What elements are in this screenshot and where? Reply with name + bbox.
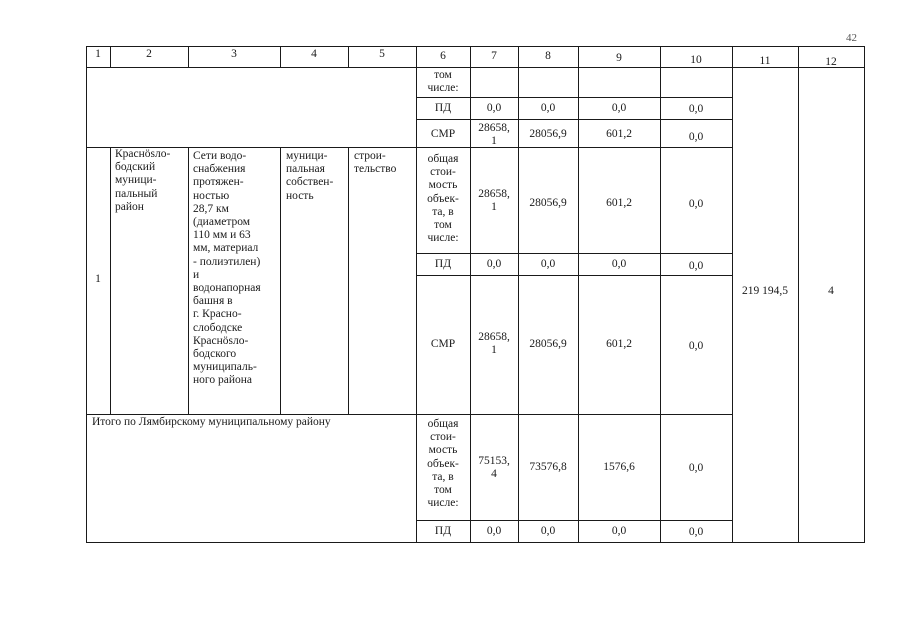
column-border [348, 147, 349, 415]
smr-col9: 601,2 [606, 128, 632, 140]
pd-col8: 0,0 [540, 102, 556, 114]
pd-col8: 0,0 [540, 258, 556, 270]
pd-col10: 0,0 [688, 260, 704, 272]
district-name: Краснösло- бодский муници- пальный район [115, 148, 171, 213]
col12-value: 4 [828, 285, 834, 297]
header-cell: 2 [146, 48, 152, 60]
pd-col7: 0,0 [486, 525, 502, 537]
pd-col10: 0,0 [688, 103, 704, 115]
total-label: Итого по Лямбирскому муниципальному району [92, 416, 331, 428]
pd-col7: 0,0 [486, 258, 502, 270]
column-border [280, 147, 281, 415]
smr-col10: 0,0 [688, 131, 704, 143]
table-bottom-border [86, 542, 864, 543]
pd-col10: 0,0 [688, 526, 704, 538]
header-cell: 10 [690, 54, 702, 66]
column-border [110, 147, 111, 415]
pd-col7: 0,0 [486, 102, 502, 114]
smr-label: СМР [430, 128, 456, 140]
header-cell: 1 [95, 48, 101, 60]
page-number: 42 [846, 32, 857, 44]
row-border [416, 520, 732, 521]
total-cost-col9: 601,2 [606, 197, 632, 209]
smr-label: СМР [430, 338, 456, 350]
header-cell: 9 [616, 52, 622, 64]
header-cell: 8 [545, 50, 551, 62]
row-border [86, 147, 732, 148]
smr-col7: 28658, 1 [478, 331, 510, 357]
total-cost-col7: 28658, 1 [478, 188, 510, 214]
row-border [86, 414, 732, 415]
header-cell: 12 [825, 56, 837, 68]
total-cost-col9: 1576,6 [603, 461, 635, 473]
total-cost-label: общая стои- мость объек- та, в том числе: [427, 418, 459, 510]
pd-label: ПД [434, 258, 452, 270]
object-description: Сети водо- снабжения протяжен- ностью 28,7 км (диаметром 110 мм и 63 мм, материал - полиэтилен) и водонапорная башня в г. Красно- слободске Краснösло- бодского муниципаль- ного района [193, 150, 261, 387]
col6-continuation: том числе: [427, 69, 459, 95]
smr-col7: 28658, 1 [478, 122, 510, 148]
header-cell: 4 [311, 48, 317, 60]
pd-col9: 0,0 [611, 525, 627, 537]
column-border [188, 147, 189, 415]
header-cell: 7 [491, 50, 497, 62]
total-cost-col10: 0,0 [688, 198, 704, 210]
total-cost-label: общая стои- мость объек- та, в том числе: [427, 153, 459, 245]
row-border [416, 275, 732, 276]
table-right-border [864, 46, 865, 543]
smr-col8: 28056,9 [529, 338, 567, 350]
header-cell: 6 [440, 50, 446, 62]
column-border [86, 46, 87, 543]
smr-col10: 0,0 [688, 340, 704, 352]
row-border [416, 253, 732, 254]
pd-col8: 0,0 [540, 525, 556, 537]
total-cost-col8: 73576,8 [529, 461, 567, 473]
work-type: строи- тельство [354, 150, 397, 176]
table-top-border [86, 46, 864, 47]
total-cost-col8: 28056,9 [529, 197, 567, 209]
smr-col8: 28056,9 [529, 128, 567, 140]
ownership-type: муници- пальная собствен- ность [286, 150, 334, 202]
header-cell: 3 [231, 48, 237, 60]
row-border [416, 97, 732, 98]
pd-col9: 0,0 [611, 258, 627, 270]
header-cell: 5 [379, 48, 385, 60]
col11-value: 219 194,5 [742, 285, 788, 297]
item-number: 1 [95, 273, 101, 285]
smr-col9: 601,2 [606, 338, 632, 350]
pd-label: ПД [434, 102, 452, 114]
total-cost-col10: 0,0 [688, 462, 704, 474]
pd-col9: 0,0 [611, 102, 627, 114]
header-cell: 11 [759, 55, 771, 67]
total-cost-col7: 75153, 4 [478, 455, 510, 481]
row-border [416, 119, 732, 120]
pd-label: ПД [434, 525, 452, 537]
